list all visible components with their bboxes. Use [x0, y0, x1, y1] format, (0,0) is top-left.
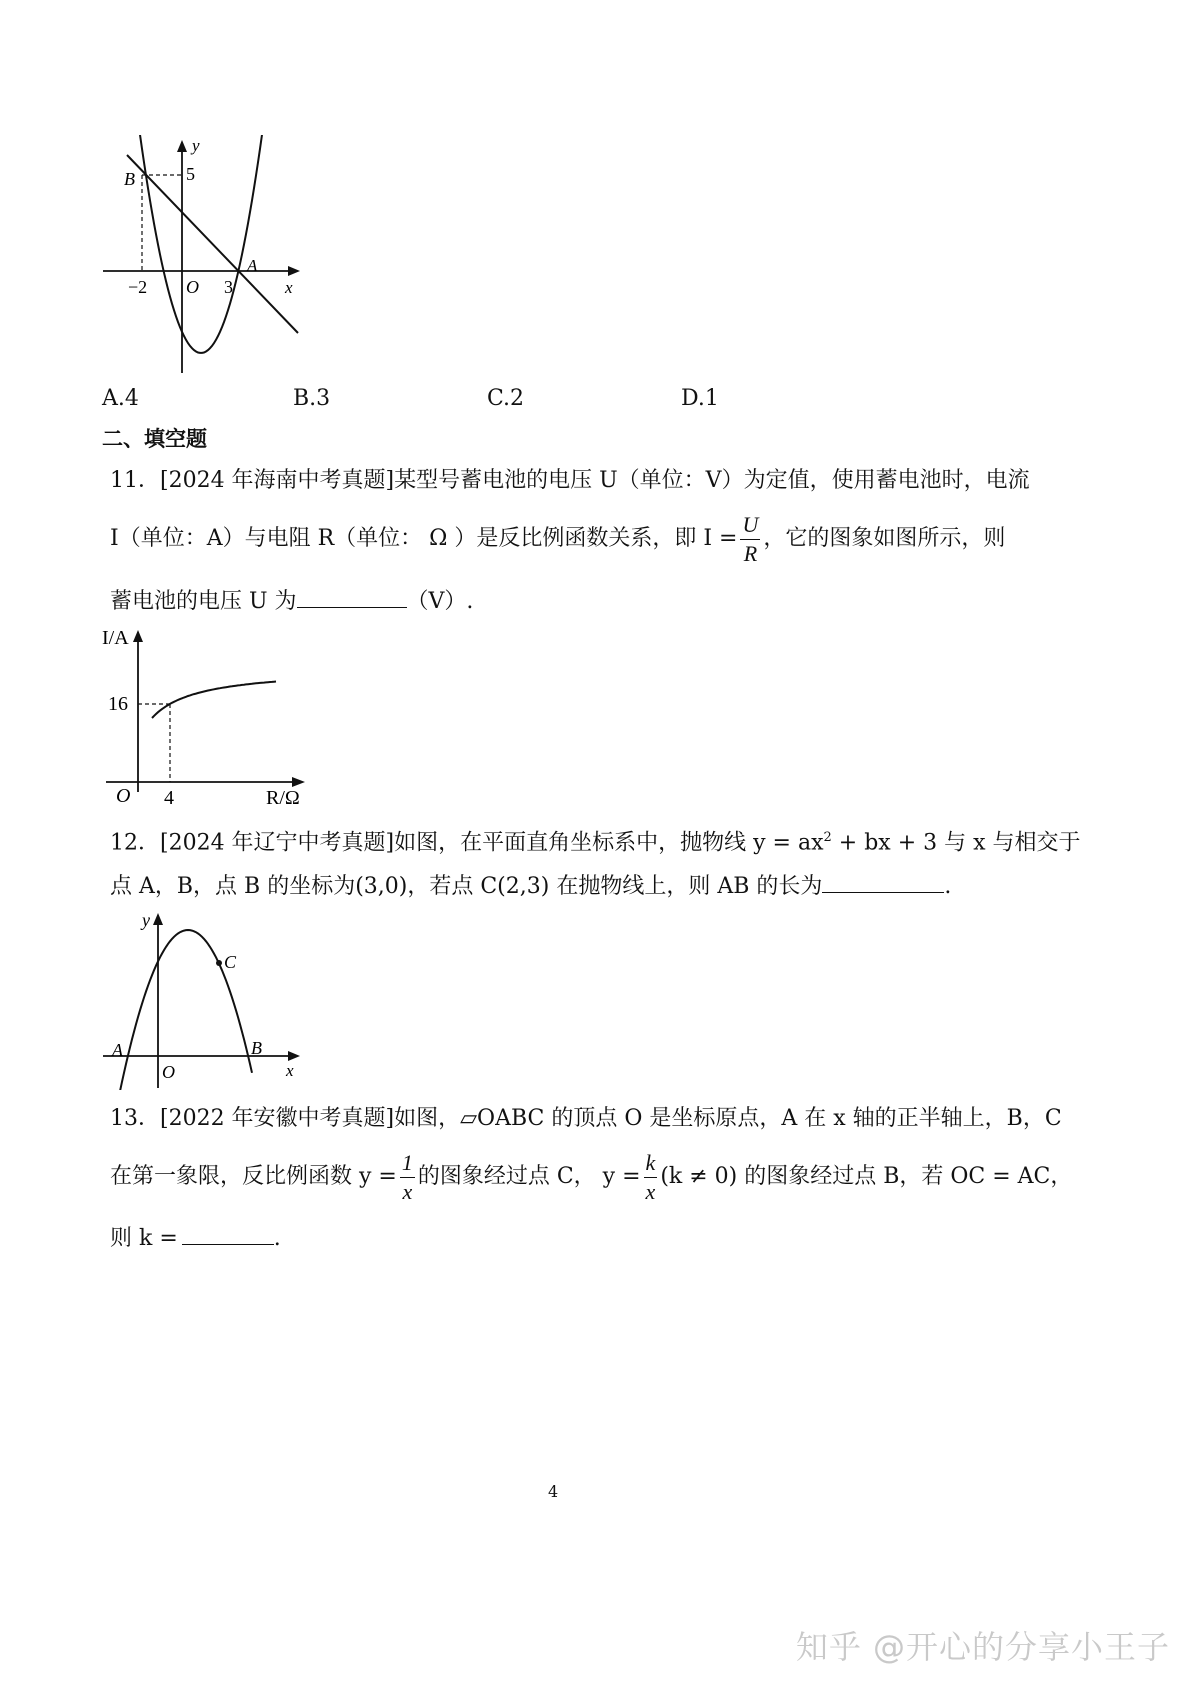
q13-line-2 — [110, 1150, 1072, 1204]
origin-label: O — [186, 277, 199, 297]
answer-blank[interactable] — [297, 585, 407, 608]
hyperbola-curve — [152, 682, 276, 719]
watermark: 知乎 @开心的分享小王子 — [795, 1628, 1170, 1666]
q12-line-2 — [110, 870, 951, 902]
tick-label-five: 5 — [186, 164, 195, 184]
point-label-b: B — [251, 1038, 262, 1058]
figure-parabola-line — [100, 135, 310, 385]
point-label-a: A — [247, 256, 258, 275]
q11-line-2 — [110, 513, 1005, 565]
y-axis-arrow — [153, 913, 163, 925]
r-axis-label: R/Ω — [266, 787, 300, 809]
figure-downward-parabola — [100, 908, 305, 1090]
q12-line-2-tail: . — [944, 874, 952, 899]
option-c: C.2 — [487, 386, 525, 411]
q13-line-1: 13．[2022 年安徽中考真题]如图，▱OABC 的顶点 O 是坐标原点，A 在 x 轴的正半轴上，B，C — [110, 1106, 1062, 1131]
option-d: D.1 — [681, 386, 719, 411]
fraction-numerator: k — [644, 1152, 658, 1178]
straight-line — [127, 155, 298, 333]
q12-line-1 — [110, 823, 1081, 858]
q12-line-1-text: 12．[2024 年辽宁中考真题]如图，在平面直角坐标系中，抛物线 y = ax — [110, 830, 824, 856]
origin-label: O — [116, 785, 131, 807]
answer-blank[interactable] — [182, 1222, 274, 1245]
point-label-c: C — [224, 952, 237, 972]
fraction-denominator: x — [645, 1178, 656, 1204]
tick-label-neg-two: −2 — [128, 277, 148, 297]
tick-label-sixteen: 16 — [108, 693, 128, 715]
i-axis-arrow — [133, 630, 143, 642]
parabola-curve — [140, 135, 270, 353]
q13-fraction-2 — [644, 1149, 658, 1204]
q13-line-2-mid: 的图象经过点 C， y = — [417, 1164, 641, 1189]
q11-line-1: 11．[2024 年海南中考真题]某型号蓄电池的电压 U（单位：V）为定值，使用蓄电池时，电流 — [110, 468, 1030, 493]
q11-line-2-tail: ，它的图象如图所示，则 — [763, 526, 1006, 551]
point-label-b: B — [124, 169, 135, 189]
q11-fraction — [740, 511, 760, 566]
y-axis-arrow — [177, 140, 187, 152]
section-title: 二、填空题 — [102, 427, 207, 451]
q12-line-2-text: 点 A，B，点 B 的坐标为(3,0)，若点 C(2,3) 在抛物线上，则 AB 的长为 — [110, 874, 823, 899]
q11-line-3-tail: （V）. — [406, 589, 474, 614]
figure-current-resistance — [100, 618, 320, 810]
origin-label: O — [162, 1062, 175, 1082]
x-axis-label: x — [286, 1061, 294, 1080]
x-axis-label: x — [285, 278, 293, 297]
y-axis-label: y — [142, 910, 150, 930]
i-axis-label: I/A — [102, 627, 129, 649]
point-label-a: A — [112, 1040, 123, 1060]
x-axis-arrow — [288, 266, 300, 276]
r-axis-arrow — [292, 777, 305, 787]
q11-line-3 — [110, 585, 473, 617]
q12-line-1-tail: + bx + 3 与 x 与相交于 — [831, 830, 1081, 856]
q13-line-2-tail: (k ≠ 0) 的图象经过点 B，若 OC = AC， — [660, 1164, 1073, 1189]
exponent: 2 — [823, 830, 832, 845]
q13-line-3-text: 则 k = — [110, 1226, 178, 1251]
y-axis-label: y — [192, 136, 200, 155]
page-number: 4 — [548, 1482, 559, 1501]
fraction-numerator: 1 — [400, 1152, 415, 1178]
answer-blank[interactable] — [822, 870, 944, 893]
q13-line-2-text: 在第一象限，反比例函数 y = — [110, 1164, 397, 1189]
option-a: A.4 — [102, 386, 139, 411]
fraction-denominator: x — [402, 1178, 413, 1204]
option-b: B.3 — [293, 386, 331, 411]
q13-line-3-tail: . — [273, 1226, 281, 1251]
q13-fraction-1 — [400, 1149, 415, 1204]
fraction-numerator: U — [740, 514, 760, 540]
q11-line-2-text: I（单位：A）与电阻 R（单位： Ω ）是反比例函数关系，即 I = — [110, 526, 738, 551]
tick-label-four: 4 — [164, 787, 174, 809]
fraction-denominator: R — [743, 540, 758, 566]
q11-line-3-text: 蓄电池的电压 U 为 — [110, 589, 297, 614]
q13-line-3 — [110, 1222, 281, 1254]
tick-label-three: 3 — [224, 277, 233, 297]
point-c-dot — [216, 960, 222, 966]
x-axis-arrow — [288, 1051, 300, 1061]
